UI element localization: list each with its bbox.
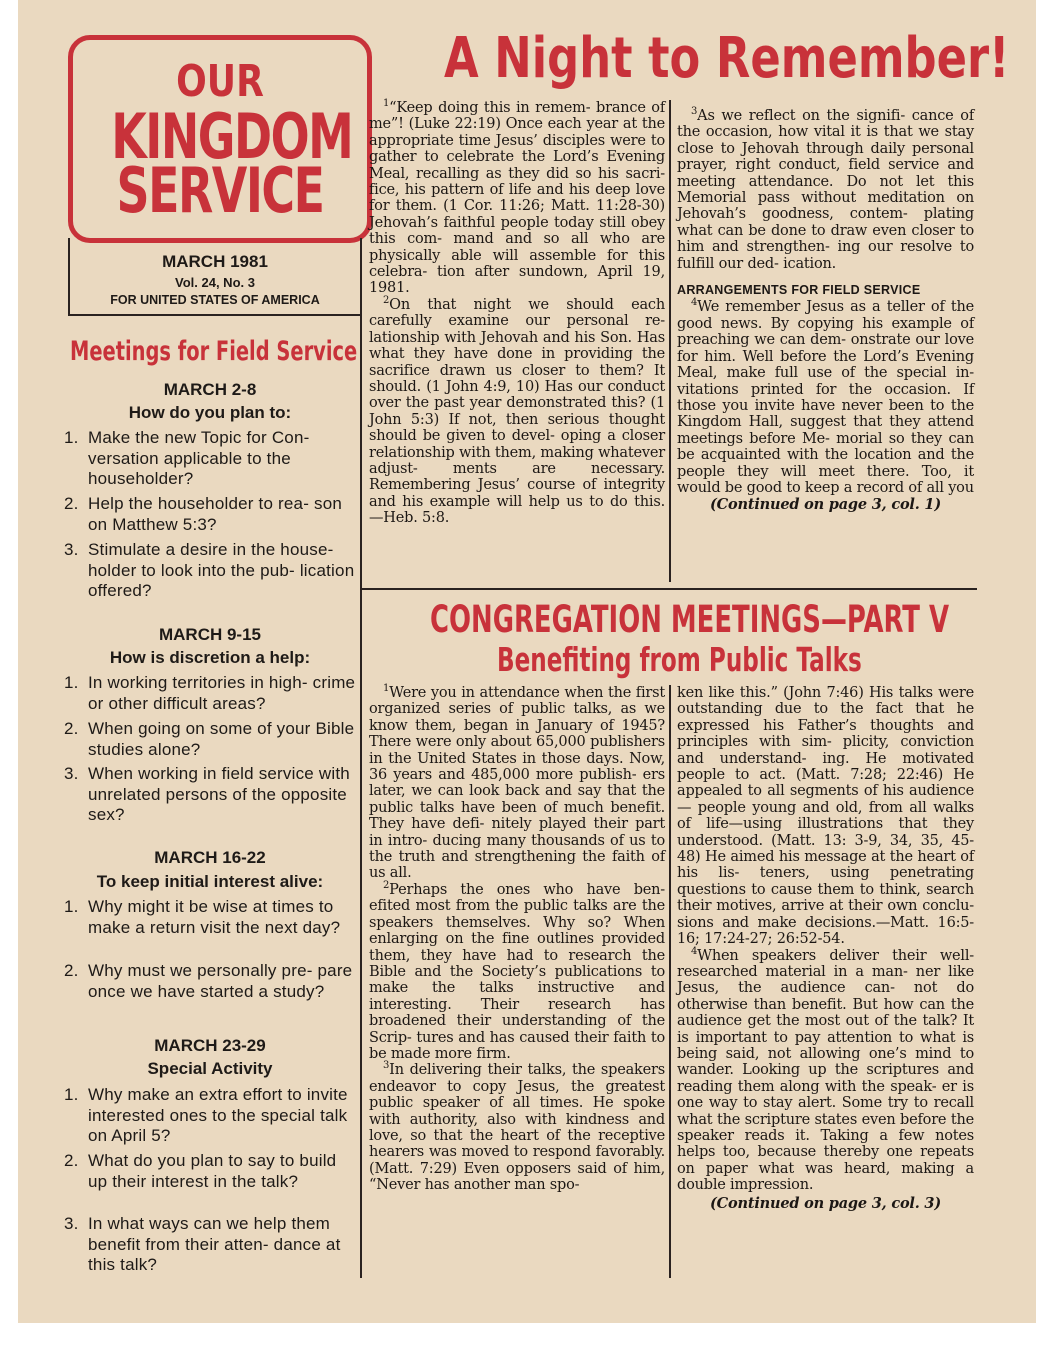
question-text: Stimulate a desire in the house- holder to look into the pub- lication offered? [88,540,355,600]
newsletter-page [18,0,1036,1323]
article2-title: CONGREGATION MEETINGS—PART V [430,598,950,641]
paragraph-text: Were you in attendance when the first organized series of public talks, as we know them, began in January of 1945? There were only about 65,000 publishers in the United States in those days. Now, 36 years and 485,000 more publish- ers later, we can look back and say that the public talks have been of much benefit. They have defi- nitely played their part in intro- ducing many thousands of us to the truth and strengthening the faith of us all. [369,685,665,882]
paragraph-text: In delivering their talks, the speakers endeavor to copy Jesus, the greatest public speaker of all times. He spoke with authority, also with kindness and love, so that the heart of the receptive hearers was moved to respond favorably. (Matt. 7:29) Even opposers said of him, “Never has another man spo- [369,1062,665,1194]
paragraph-number: 4 [691,297,698,309]
week-3-question-1 [64,897,356,938]
week-1-question-3 [64,540,356,602]
week-4-question-1 [64,1085,356,1147]
question-text: Make the new Topic for Con- versation applicable to the householder? [88,428,310,488]
paragraph-number: 1 [383,683,390,695]
question-text: Why must we personally pre- pare once we have started a study? [88,961,353,1001]
paragraph-text: When speakers deliver their well-researched material in a man- ner like Jesus, the audience can- not do otherwise than benefit. But how can the audience get the most out of the talk? It is important to pay attention to what is being said, not allowing one’s mind to wander. Looking up the scriptures and reading them along with the speak- er is one way to stay alert. Some try to recall what the scripture states even before the speaker reads it. Taking a few notes helps too, because thereby one repeats on paper what was heard, making a double impression. [677,947,974,1194]
week-3-theme: To keep initial interest alive: [96,872,324,891]
sidebar-divider [360,238,362,1278]
article2-paragraph-1 [369,685,665,882]
question-number: 3. [64,764,79,783]
masthead-box [68,35,372,243]
paragraph-number: 2 [383,295,390,307]
question-number: 3. [64,1214,79,1233]
paragraph-text: On that night we should each carefully examine our personal re- lationship with Jehovah and his Son. Has what they have done in providing the sacrifice drawn us closer to them? It should. (1 John 4:9, 10) Has our conduct over the past year demonstrated this? (1 John 5:3) If not, then serious thought should be given to devel- oping a closer relationship with them, making whatever adjust- ments are necessary. Remembering Jesus’ course of integrity and his example will help us to do this. —Heb. 5:8. [369,296,665,527]
paragraph-text: We remember Jesus as a teller of the good news. By copying his example of preaching we can dem- onstrate our love for him. Well before the Lord’s Evening Meal, make full use of the special in- vitations printed for the occasion. If those you invite have never been to the Kingdom Hall, suggest that they attend meetings before Me- morial so they can be acquainted with the location and the people they will meet there. Too, it would be good to keep a record of all you [677,299,974,496]
sidebar-title: Meetings for Field Service [70,336,358,367]
paragraph-text: ken like this.” (John 7:46) His talks were outstanding due to the fact that he expressed his Father’s thoughts and principles with sim- plicity, conviction and understand- ing. He motivated people to act. (Matt. 7:28; 22:46) He appealed to all segments of his audience— people young and old, from all walks of life—using illustrations that they understood. (Matt. 13: 3-9, 34, 35, 45-48) He aimed his message at the heart of his lis- teners, using penetrating questions to cause them to think, search their motives, arrive at their own conclu- sions and make decisions.—Matt. 16:5-16; 17:24-27; 26:52-54. [677,685,974,948]
week-1-dates: MARCH 2-8 [163,380,257,399]
article2-column-2 [677,685,974,1212]
issue-edition: FOR UNITED STATES OF AMERICA [110,293,320,307]
issue-volume: Vol. 24, No. 3 [175,275,255,290]
article2-continued: (Continued on page 3, col. 3) [710,1194,941,1212]
issue-date: MARCH 1981 [162,252,268,271]
week-4-theme: Special Activity [147,1059,273,1078]
question-number: 2. [64,1151,79,1170]
week-3-dates: MARCH 16-22 [154,848,266,867]
paragraph-number: 3 [691,106,698,118]
paragraph-text: “Keep doing this in remem- brance of me”! (Luke 22:19) Once each year at the appropriate time Jesus’ disciples were to gather to celebrate the Lord’s Evening Meal, recalling as they did so his sacri- fice, his pattern of life and his deep love for them. (1 Cor. 11:26; Matt. 11:28-30) Jehovah’s faithful people today still obey this com- mand and so all who are physically able will assemble for this celebra- tion after sundown, April 19, 1981. [369,100,665,297]
question-text: Why make an extra effort to invite interested ones to the special talk on April 5? [88,1085,348,1145]
question-text: Help the householder to rea- son on Matthew 5:3? [88,494,343,534]
masthead-line-service: SERVICE [116,154,324,227]
masthead-line-our: OUR [176,56,264,107]
article2-paragraph-3-continued [677,685,974,948]
article1-paragraph-1 [369,100,665,297]
question-number: 1. [64,673,79,692]
article1-column-2 [677,108,974,514]
question-text: When going on some of your Bible studies alone? [88,719,355,759]
week-1-question-2 [64,494,356,535]
question-text: Why might it be wise at times to make a return visit the next day? [88,897,341,937]
paragraph-text: As we reflect on the signifi- cance of the occasion, how vital it is that we stay close to Jehovah through daily personal prayer, right conduct, field service and meeting attendance. Do not let this Memorial pass without meditation on Jehovah’s goodness, contem- plating what can be done to draw even closer to him and strengthen- ing our resolve to fulfill our ded- ication. [677,108,974,272]
article1-subhead: ARRANGEMENTS FOR FIELD SERVICE [677,283,921,298]
question-text: In what ways can we help them benefit from their atten- dance at this talk? [88,1214,341,1274]
article1-column-divider [669,100,671,582]
article1-title: A Night to Remember! [444,26,1010,91]
paragraph-number: 2 [383,880,390,892]
week-4-question-2 [64,1151,356,1192]
week-4-question-3 [64,1214,356,1276]
question-number: 1. [64,428,79,447]
question-number: 1. [64,1085,79,1104]
article1-continued: (Continued on page 3, col. 1) [710,496,941,514]
article1-column-1 [369,100,665,527]
article2-paragraph-2 [369,882,665,1062]
issue-info [68,238,360,316]
week-4-dates: MARCH 23-29 [154,1036,266,1055]
article1-paragraph-2 [369,297,665,527]
question-number: 2. [64,961,79,980]
paragraph-number: 4 [691,945,698,957]
masthead-line-kingdom: KINGDOM [111,100,353,173]
question-text: When working in field service with unrelated persons of the opposite sex? [88,764,350,824]
week-2-question-1 [64,673,356,714]
article2-paragraph-3 [369,1062,665,1193]
week-2-dates: MARCH 9-15 [158,625,262,644]
question-number: 1. [64,897,79,916]
question-number: 2. [64,494,79,513]
article1-paragraph-4 [677,299,974,496]
article2-column-1 [369,685,665,1194]
question-number: 2. [64,719,79,738]
week-2-theme: How is discretion a help: [109,648,311,667]
paragraph-number: 3 [383,1060,390,1072]
article2-column-divider [669,685,671,1278]
article2-paragraph-4 [677,945,974,1194]
paragraph-number: 1 [383,98,390,110]
article1-paragraph-3 [677,108,974,272]
question-text: What do you plan to say to build up their interest in the talk? [88,1151,337,1191]
week-3-question-2 [64,961,356,1002]
week-1-question-1 [64,428,356,490]
article-divider [360,588,977,590]
article2-subtitle: Benefiting from Public Talks [497,640,862,679]
week-2-question-2 [64,719,356,760]
paragraph-text: Perhaps the ones who have ben- efited most from the public talks are the speakers themselves. Why so? When enlarging on the fine outlines provided them, they have had to research the Bible and the Society’s publications to make the talks instructive and interesting. Their research has broadened their understanding of the Scrip- tures and has caused their faith to be made more firm. [369,881,665,1062]
week-2-question-3 [64,764,356,826]
question-text: In working territories in high- crime or other difficult areas? [88,673,356,713]
question-number: 3. [64,540,79,559]
week-1-theme: How do you plan to: [128,403,292,422]
